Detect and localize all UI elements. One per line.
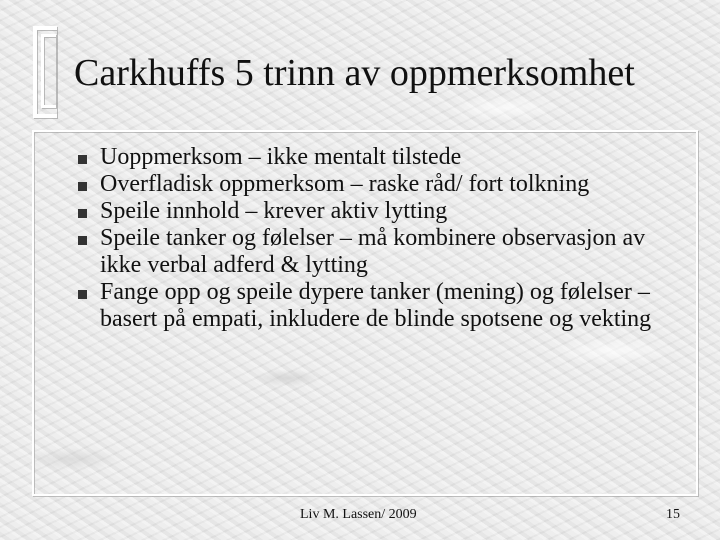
square-bullet-icon — [78, 236, 87, 245]
title-bracket-inner-decoration — [41, 34, 56, 108]
slide-title: Carkhuffs 5 trinn av oppmerksomhet — [74, 52, 635, 94]
footer-credit: Liv M. Lassen/ 2009 — [300, 507, 417, 522]
list-item — [78, 279, 668, 333]
square-bullet-icon — [78, 155, 87, 164]
slide-number: 15 — [666, 507, 680, 522]
list-item — [78, 171, 668, 198]
list-item — [78, 225, 668, 279]
list-item-text: Fange opp og speile dypere tanker (mening) og følelser – basert på empati, inkludere de blinde spotsene og vekting — [100, 279, 652, 332]
list-item-text: Speile tanker og følelser – må kombinere observasjon av ikke verbal adferd & lytting — [100, 225, 646, 278]
list-item — [78, 198, 668, 225]
square-bullet-icon — [78, 290, 87, 299]
square-bullet-icon — [78, 182, 87, 191]
list-item — [78, 144, 668, 171]
list-item-text: Overfladisk oppmerksom – raske råd/ fort tolkning — [100, 171, 590, 197]
list-item-text: Uoppmerksom – ikke mentalt tilstede — [100, 144, 462, 170]
square-bullet-icon — [78, 209, 87, 218]
list-item-text: Speile innhold – krever aktiv lytting — [100, 198, 448, 224]
bullet-list — [78, 144, 668, 333]
